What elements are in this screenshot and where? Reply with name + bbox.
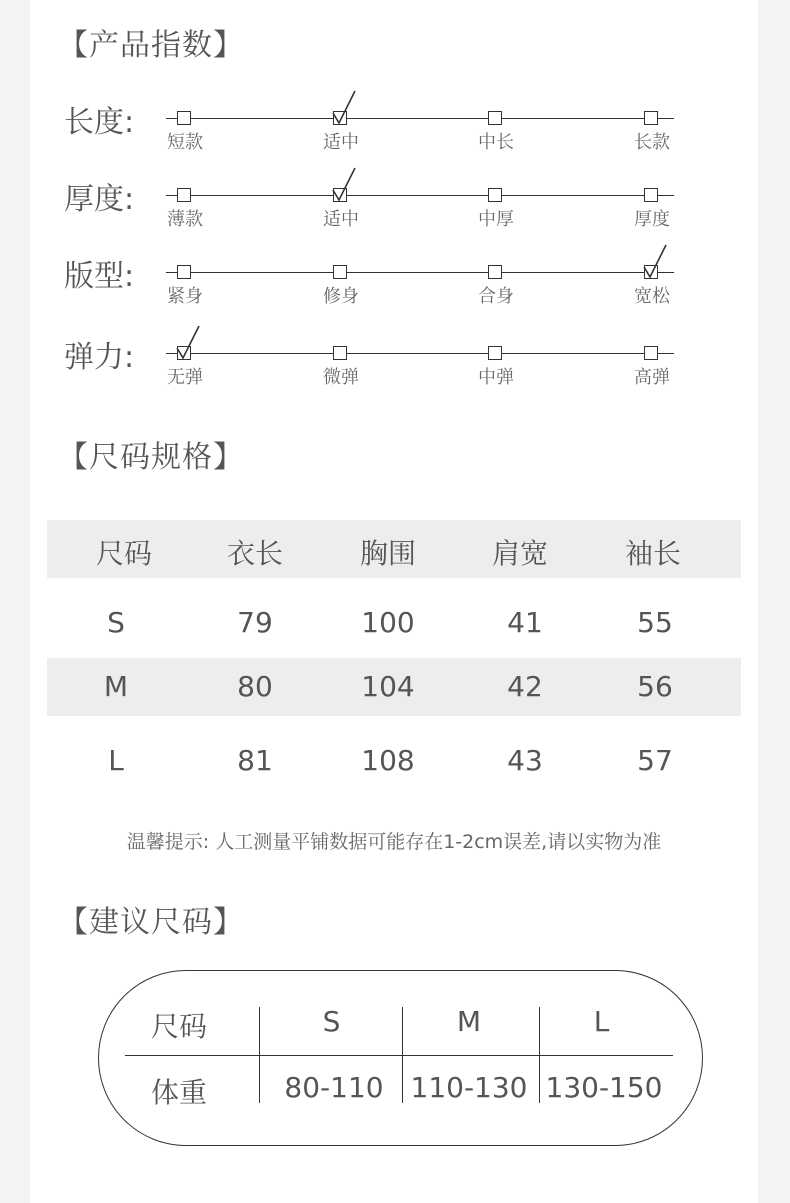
index-option <box>622 95 682 165</box>
index-row <box>30 330 758 400</box>
checkbox-icon <box>488 346 502 360</box>
checkbox-icon <box>488 111 502 125</box>
checkbox-icon <box>644 346 658 360</box>
product-index-title: 【产品指数】 <box>58 28 244 63</box>
checkbox-icon <box>644 111 658 125</box>
index-scale-line <box>166 353 674 354</box>
table-cell: S <box>107 606 125 639</box>
header-cell: 衣长 <box>226 537 283 570</box>
table-cell: 42 <box>507 670 543 703</box>
index-option <box>155 95 215 165</box>
index-option-label: 紧身 <box>167 286 203 307</box>
index-option <box>311 95 371 165</box>
checkbox-icon <box>177 265 191 279</box>
index-row <box>30 95 758 165</box>
header-cell: 袖长 <box>624 537 681 570</box>
table-cell: M <box>103 670 129 703</box>
divider <box>539 1007 540 1103</box>
suggest-weight-l: 130-150 <box>545 1071 663 1104</box>
index-option-label: 宽松 <box>634 286 670 307</box>
table-cell: L <box>108 744 124 777</box>
checkbox-icon <box>488 188 502 202</box>
checkbox-icon <box>177 188 191 202</box>
index-option <box>622 172 682 242</box>
index-option <box>466 95 526 165</box>
suggested-size-table <box>98 970 703 1146</box>
table-row <box>47 594 741 652</box>
index-option <box>311 172 371 242</box>
checkmark-icon <box>329 89 359 129</box>
index-option <box>155 172 215 242</box>
checkmark-icon <box>640 243 670 283</box>
table-cell: 108 <box>361 744 415 777</box>
suggest-size-m: M <box>456 1005 482 1038</box>
suggest-weight-s: 80-110 <box>284 1071 384 1104</box>
index-row <box>30 172 758 242</box>
index-option-label: 厚度 <box>634 209 670 230</box>
table-cell: 80 <box>237 670 273 703</box>
table-row <box>47 732 741 790</box>
index-option-label: 中长 <box>478 132 514 153</box>
table-cell: 55 <box>637 606 673 639</box>
index-option-label: 微弹 <box>323 367 359 388</box>
index-option-label: 适中 <box>323 209 359 230</box>
checkbox-icon <box>333 265 347 279</box>
index-scale-line <box>166 195 674 196</box>
header-cell: 尺码 <box>95 537 152 570</box>
index-option-label: 长款 <box>634 132 670 153</box>
header-cell: 胸围 <box>359 537 416 570</box>
divider <box>259 1007 260 1103</box>
index-option-label: 短款 <box>167 132 203 153</box>
index-label: 长度: <box>64 105 135 140</box>
index-option <box>622 249 682 319</box>
size-spec-title: 【尺码规格】 <box>58 440 244 475</box>
suggest-weight-m: 110-130 <box>410 1071 528 1104</box>
index-option-label: 合身 <box>478 286 514 307</box>
suggest-size-l: L <box>593 1005 610 1038</box>
index-option-label: 高弹 <box>634 367 670 388</box>
index-option <box>155 330 215 400</box>
checkbox-icon <box>177 111 191 125</box>
suggested-size-title: 【建议尺码】 <box>58 905 244 940</box>
index-option-label: 适中 <box>323 132 359 153</box>
table-cell: 43 <box>507 744 543 777</box>
header-cell: 肩宽 <box>491 537 548 570</box>
index-option <box>466 172 526 242</box>
index-option <box>622 330 682 400</box>
index-option <box>466 330 526 400</box>
table-cell: 41 <box>507 606 543 639</box>
checkbox-icon <box>488 265 502 279</box>
index-option-label: 中厚 <box>478 209 514 230</box>
index-option <box>311 330 371 400</box>
table-cell: 79 <box>237 606 273 639</box>
index-option <box>466 249 526 319</box>
index-option <box>311 249 371 319</box>
table-cell: 100 <box>361 606 415 639</box>
checkbox-icon <box>333 346 347 360</box>
index-option-label: 无弹 <box>167 367 203 388</box>
divider <box>125 1055 673 1056</box>
checkmark-icon <box>173 324 203 364</box>
suggest-label-weight: 体重 <box>150 1076 207 1109</box>
index-label: 版型: <box>64 259 135 294</box>
table-cell: 81 <box>237 744 273 777</box>
index-row <box>30 249 758 319</box>
checkbox-icon <box>644 188 658 202</box>
table-cell: 56 <box>637 670 673 703</box>
index-scale-line <box>166 272 674 273</box>
index-label: 厚度: <box>64 182 135 217</box>
suggest-label-size: 尺码 <box>150 1010 207 1043</box>
measurement-tip: 温馨提示: 人工测量平铺数据可能存在1-2cm误差,请以实物为准 <box>126 831 662 853</box>
table-cell: 57 <box>637 744 673 777</box>
index-option-label: 中弹 <box>478 367 514 388</box>
table-row <box>47 658 741 716</box>
suggest-size-s: S <box>322 1005 341 1038</box>
table-cell: 104 <box>361 670 415 703</box>
divider <box>402 1007 403 1103</box>
index-option-label: 修身 <box>323 286 359 307</box>
product-detail-card <box>30 0 758 1203</box>
checkmark-icon <box>329 166 359 206</box>
index-option-label: 薄款 <box>167 209 203 230</box>
index-option <box>155 249 215 319</box>
index-label: 弹力: <box>64 340 135 375</box>
size-table-header <box>47 520 741 578</box>
index-scale-line <box>166 118 674 119</box>
